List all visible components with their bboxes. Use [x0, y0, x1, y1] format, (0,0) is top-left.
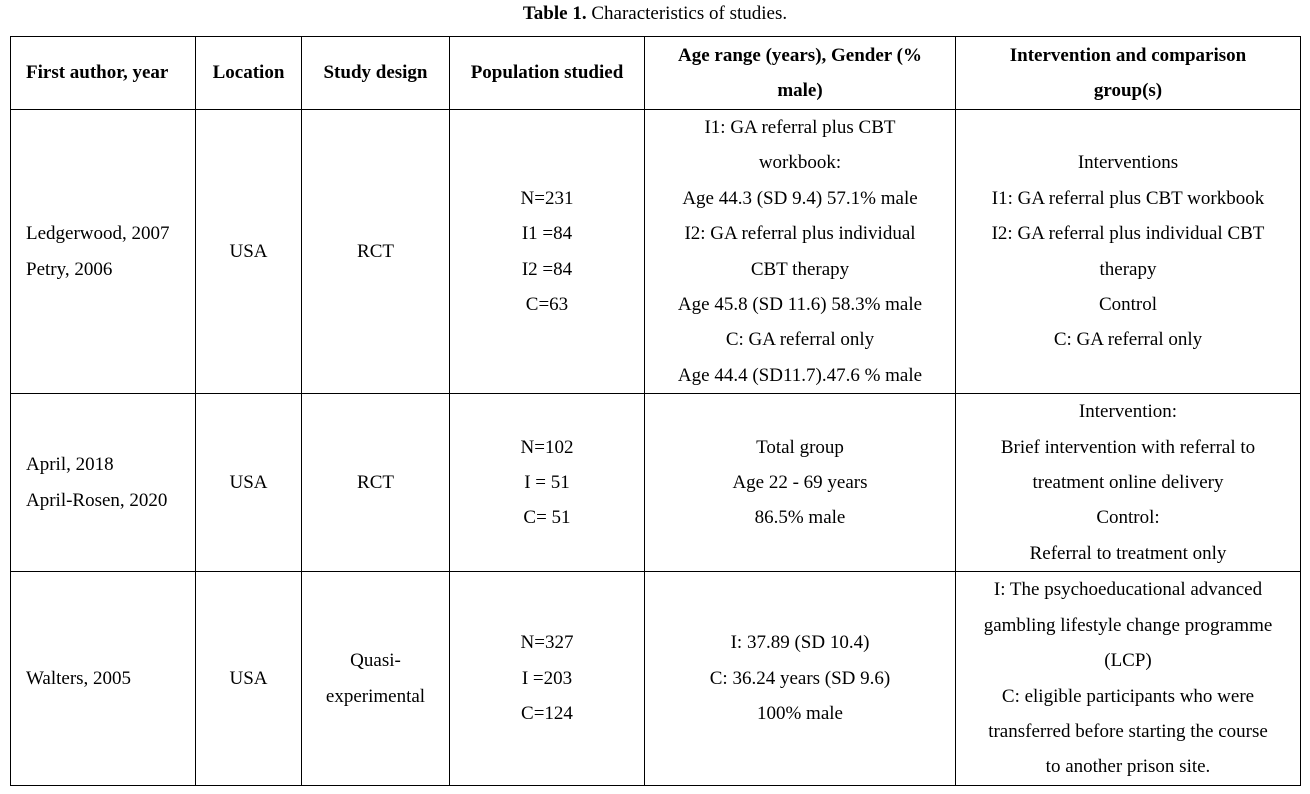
table-caption	[0, 3, 1310, 25]
cell-author: Walters, 2005	[11, 572, 196, 785]
cell-intervention: Interventions I1: GA referral plus CBT workbook I2: GA referral plus individual CBT therapy Control C: GA referral only	[956, 110, 1301, 394]
cell-population: N=231 I1 =84 I2 =84 C=63	[450, 110, 645, 394]
header-row	[11, 37, 1301, 110]
header-first-author: First author, year	[11, 37, 196, 110]
cell-age-gender: I: 37.89 (SD 10.4) C: 36.24 years (SD 9.6) 100% male	[645, 572, 956, 785]
table-row	[11, 394, 1301, 572]
table-row	[11, 572, 1301, 785]
table-row	[11, 110, 1301, 394]
table-caption-label: Table 1.	[522, 3, 587, 24]
table-caption-text: Characteristics of studies.	[586, 3, 788, 24]
cell-design: Quasi- experimental	[302, 572, 450, 785]
cell-intervention: I: The psychoeducational advanced gambling lifestyle change programme (LCP) C: eligible participants who were transferred before starting the course to another prison site.	[956, 572, 1301, 785]
cell-location: USA	[196, 110, 302, 394]
cell-age-gender: I1: GA referral plus CBT workbook: Age 44.3 (SD 9.4) 57.1% male I2: GA referral plus individual CBT therapy Age 45.8 (SD 11.6) 58.3% male C: GA referral only Age 44.4 (SD11.7).47.6 % male	[645, 110, 956, 394]
header-study-design: Study design	[302, 37, 450, 110]
header-population: Population studied	[450, 37, 645, 110]
cell-author: April, 2018 April-Rosen, 2020	[11, 394, 196, 572]
cell-location: USA	[196, 394, 302, 572]
cell-location: USA	[196, 572, 302, 785]
characteristics-table	[10, 36, 1301, 786]
header-age-gender: Age range (years), Gender (% male)	[645, 37, 956, 110]
header-intervention: Intervention and comparison group(s)	[956, 37, 1301, 110]
cell-population: N=102 I = 51 C= 51	[450, 394, 645, 572]
cell-author: Ledgerwood, 2007 Petry, 2006	[11, 110, 196, 394]
cell-population: N=327 I =203 C=124	[450, 572, 645, 785]
cell-design: RCT	[302, 110, 450, 394]
cell-intervention: Intervention: Brief intervention with referral to treatment online delivery Control: Referral to treatment only	[956, 394, 1301, 572]
cell-age-gender: Total group Age 22 - 69 years 86.5% male	[645, 394, 956, 572]
header-location: Location	[196, 37, 302, 110]
cell-design: RCT	[302, 394, 450, 572]
